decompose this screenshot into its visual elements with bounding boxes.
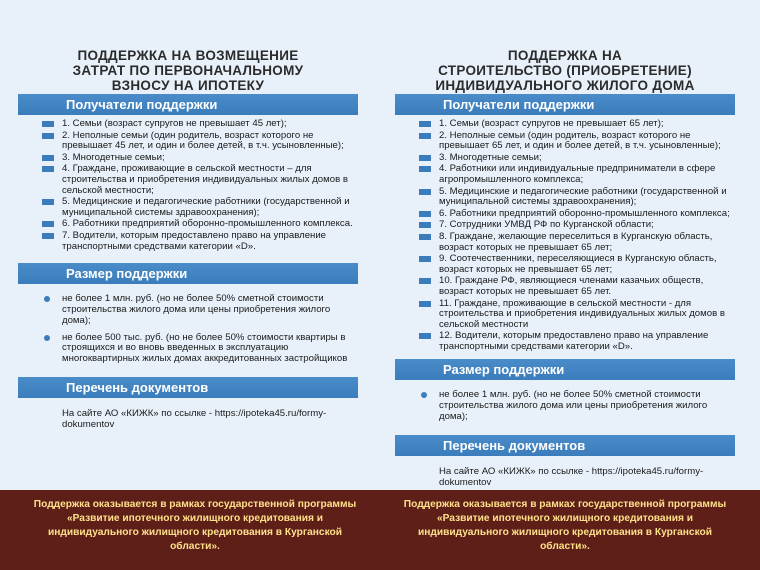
- left-amount-heading: Размер поддержки: [18, 263, 358, 284]
- list-item: 3. Многодетные семьи;: [419, 153, 731, 164]
- left-column-title: ПОДДЕРЖКА НА ВОЗМЕЩЕНИЕ ЗАТРАТ ПО ПЕРВОНАЧАЛЬНОМУ ВЗНОСУ НА ИПОТЕКУ: [72, 48, 304, 93]
- list-item: 4. Граждане, проживающие в сельской местности – для строительства и приобретения индивидуальных жилых домов в сельской местности;: [42, 164, 354, 196]
- right-amount-list: [395, 390, 735, 422]
- right-recipients-list: [395, 119, 735, 352]
- list-item: не более 500 тыс. руб. (но не более 50% стоимости квартиры в строящихся и во вновь введенных в эксплуатацию многоквартирных жилых домах аккредитованных застройщиков: [42, 333, 354, 365]
- left-docs-heading: Перечень документов: [18, 377, 358, 398]
- right-column: [395, 40, 735, 488]
- left-docs-text: На сайте АО «КИЖК» по ссылке - https://ipoteka45.ru/formy-dokumentov: [62, 407, 327, 430]
- list-item: 12. Водители, которым предоставлено право на управление транспортными средствами категории «D».: [419, 331, 731, 352]
- list-item: 7. Водители, которым предоставлено право на управление транспортными средствами категории «D».: [42, 231, 354, 252]
- left-recipients-list: [18, 119, 358, 252]
- right-column-title: ПОДДЕРЖКА НА СТРОИТЕЛЬСТВО (ПРИОБРЕТЕНИЕ) ИНДИВИДУАЛЬНОГО ЖИЛОГО ДОМА: [435, 48, 695, 93]
- list-item: 2. Неполные семьи (один родитель, возраст которого не превышает 65 лет, и один и более детей, в т.ч. усыновленные);: [419, 131, 731, 152]
- list-item: 6. Работники предприятий оборонно-промышленного комплекса;: [419, 209, 731, 220]
- list-item: 3. Многодетные семьи;: [42, 153, 354, 164]
- list-item: 8. Граждане, желающие переселиться в Курганскую область, возраст которых не превышает 65 лет;: [419, 232, 731, 253]
- list-item: 9. Соотечественники, переселяющиеся в Курганскую область, возраст которых не превышает 65 лет;: [419, 254, 731, 275]
- list-item: 4. Работники или индивидуальные предприниматели в сфере агропромышленного комплекса;: [419, 164, 731, 185]
- left-footer-note: Поддержка оказывается в рамках государственной программы «Развитие ипотечного жилищного кредитования и индивидуального жилищного кредитования в Курганской области».: [33, 499, 357, 552]
- left-column: [18, 40, 358, 430]
- list-item: 6. Работники предприятий оборонно-промышленного комплекса.: [42, 219, 354, 230]
- list-item: 11. Граждане, проживающие в сельской местности - для строительства и приобретения индивидуальных жилых домов в сельской местности: [419, 299, 731, 331]
- right-recipients-heading: Получатели поддержки: [395, 94, 735, 115]
- list-item: 1. Семьи (возраст супругов не превышает 65 лет);: [419, 119, 731, 130]
- list-item: 2. Неполные семьи (один родитель, возраст которого не превышает 45 лет, и один и более детей, в т.ч. усыновленные);: [42, 131, 354, 152]
- right-amount-heading: Размер поддержки: [395, 359, 735, 380]
- right-docs-heading: Перечень документов: [395, 435, 735, 456]
- list-item: 5. Медицинские и педагогические работники (государственной и муниципальной системы здравоохранения);: [42, 197, 354, 218]
- left-recipients-heading: Получатели поддержки: [18, 94, 358, 115]
- list-item: 5. Медицинские и педагогические работники (государственной и муниципальной системы здравоохранения);: [419, 187, 731, 208]
- list-item: не более 1 млн. руб. (но не более 50% сметной стоимости строительства жилого дома или цены приобретения жилого дома);: [42, 294, 354, 326]
- right-docs-text: На сайте АО «КИЖК» по ссылке - https://ipoteka45.ru/formy-dokumentov: [439, 465, 704, 488]
- list-item: не более 1 млн. руб. (но не более 50% сметной стоимости строительства жилого дома или цены приобретения жилого дома);: [419, 390, 731, 422]
- list-item: 7. Сотрудники УМВД РФ по Курганской области;: [419, 220, 731, 231]
- left-amount-list: [18, 294, 358, 365]
- list-item: 10. Граждане РФ, являющиеся членами казачьих обществ, возраст которых не превышает 65 лет.: [419, 276, 731, 297]
- list-item: 1. Семьи (возраст супругов не превышает 45 лет);: [42, 119, 354, 130]
- right-footer-note: Поддержка оказывается в рамках государственной программы «Развитие ипотечного жилищного кредитования и индивидуального жилищного кредитования в Курганской области».: [403, 499, 727, 552]
